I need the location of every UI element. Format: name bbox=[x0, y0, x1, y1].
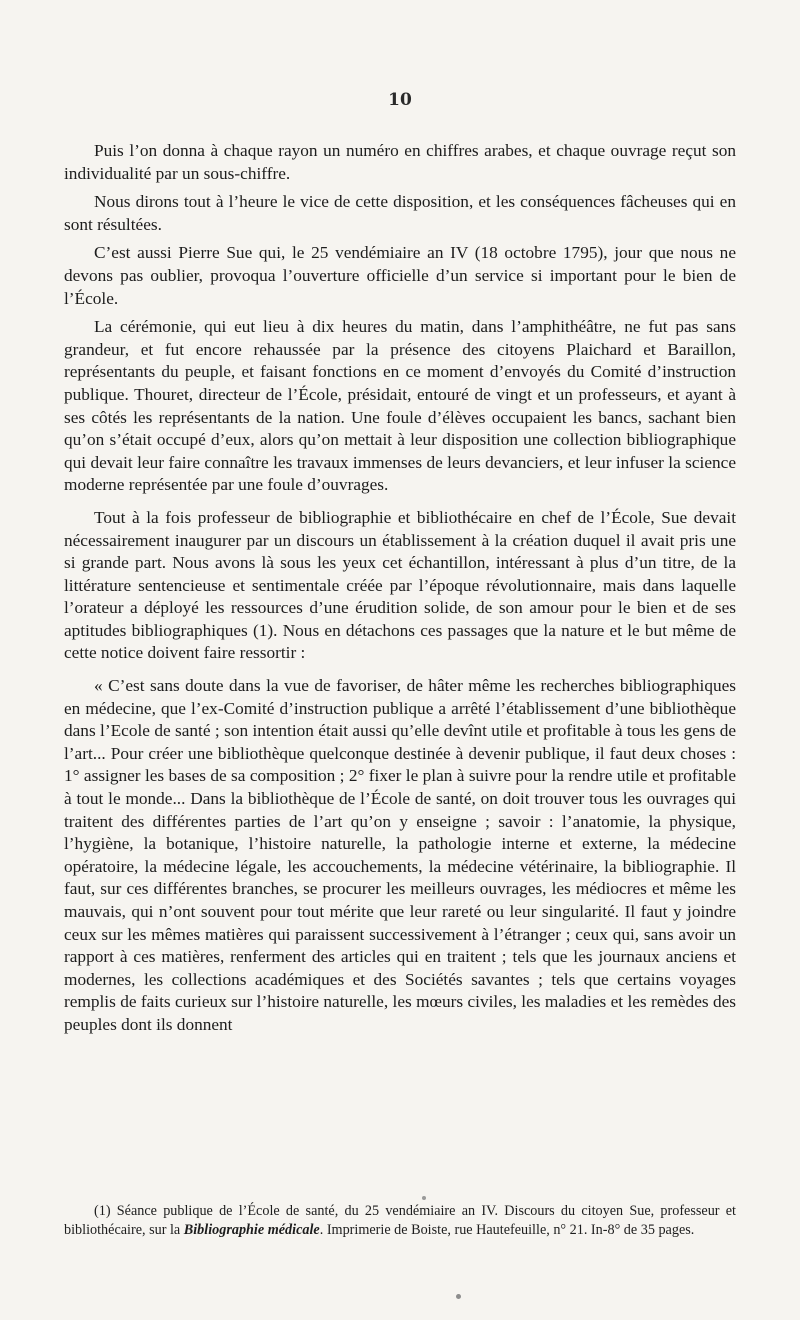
page-number: 10 bbox=[388, 90, 412, 110]
paragraph-3: C’est aussi Pierre Sue qui, le 25 vendémiaire an IV (18 octobre 1795), jour que nous ne devons pas oublier, provoqua l’ouverture officielle d’un service si important pour le bien de l’École. bbox=[64, 243, 736, 308]
footnote-book-title: Bibliographie médicale bbox=[183, 1221, 320, 1238]
footnote bbox=[64, 1202, 736, 1239]
paragraph-4: La cérémonie, qui eut lieu à dix heures du matin, dans l’amphithéâtre, ne fut pas sans grandeur, et fut encore rehaussée par la présence des citoyens Plaichard et Baraillon, représentants du peuple, et faisant fonctions en ce moment d’envoyés du Comité d’instruction publique. Thouret, directeur de l’École, présidait, entouré de vingt et un professeurs, et ayant à ses côtés les représentants de la nation. Une foule d’élèves occupaient les bancs, sachant bien qu’on s’était occupé d’eux, alors qu’on mettait à leur disposition une collection bibliographique qui devait leur faire connaître les travaux immenses de leurs devanciers, et leur infuser la science moderne représentée par une foule d’ouvrages. bbox=[64, 317, 736, 495]
paragraph-1: Puis l’on donna à chaque rayon un numéro en chiffres arabes, et chaque ouvrage reçut son individualité par un sous-chiffre. bbox=[64, 141, 736, 183]
footnote-mark bbox=[422, 1196, 426, 1200]
ink-spot bbox=[456, 1294, 461, 1299]
paragraph-2: Nous dirons tout à l’heure le vice de cette disposition, et les conséquences fâcheuses qui en sont résultées. bbox=[64, 192, 736, 234]
paragraph-5: Tout à la fois professeur de bibliographie et bibliothécaire en chef de l’École, Sue devait nécessairement inaugurer par un discours un établissement à la création duquel il avait pris une si grande part. Nous avons là sous les yeux cet échantillon, intéressant à plus d’un titre, de la littérature sentencieuse et sentimentale créée par l’époque révolutionnaire, mais dans laquelle l’orateur a déployé les ressources d’une érudition solide, de son amour pour le bien et de ses aptitudes bibliographiques (1). Nous en détachons ces passages que la nature et le but même de cette notice doivent faire ressortir : bbox=[64, 507, 736, 663]
footnote-text-end: . Imprimerie de Boiste, rue Hautefeuille, n° 21. In-8° de 35 pages. bbox=[319, 1221, 695, 1238]
paragraph-6-quote: « C’est sans doute dans la vue de favoriser, de hâter même les recherches bibliographiques en médecine, que l’ex-Comité d’instruction publique a arrêté l’établissement d’une bibliothèque dans l’Ecole de santé ; son intention était aussi qu’elle devînt utile et profitable à tous les gens de l’art... Pour créer une bibliothèque quelconque destinée à devenir publique, il faut deux choses : 1° assigner les bases de sa composition ; 2° fixer le plan à suivre pour la rendre utile et profitable à tout le monde... Dans la bibliothèque de l’École de santé, on doit trouver tous les ouvrages qui traitent des différentes parties de l’art qu’on y enseigne ; savoir : l’anatomie, la physique, l’hygiène, la botanique, l’histoire naturelle, la pathologie interne et externe, la médecine opératoire, la médecine légale, les accouchements, la médecine vétérinaire, la bibliographie. Il faut, sur ces différentes branches, se procurer les meilleurs ouvrages, les médiocres et même les mauvais, qui n’ont souvent pour tout mérite que leur rareté ou leur singularité. Il faut y joindre ceux sur les mêmes matières qui paraissent successivement à l’étranger ; ceux qui, sans avoir un rapport à ces matières, renferment des articles qui en traitent ; tels que les journaux anciens et modernes, les collections académiques et des Sociétés savantes ; tels que certains voyages remplis de faits curieux sur l’histoire naturelle, les mœurs civiles, les maladies et les remèdes des peuples dont ils donnent bbox=[64, 676, 736, 1034]
body-text bbox=[64, 140, 736, 1043]
footnote-text-start: (1) Séance publique de l’École de santé, du 25 vendémiaire an IV. Discours du citoyen Sue, professeur et bibliothécaire, sur la bbox=[64, 1203, 736, 1238]
